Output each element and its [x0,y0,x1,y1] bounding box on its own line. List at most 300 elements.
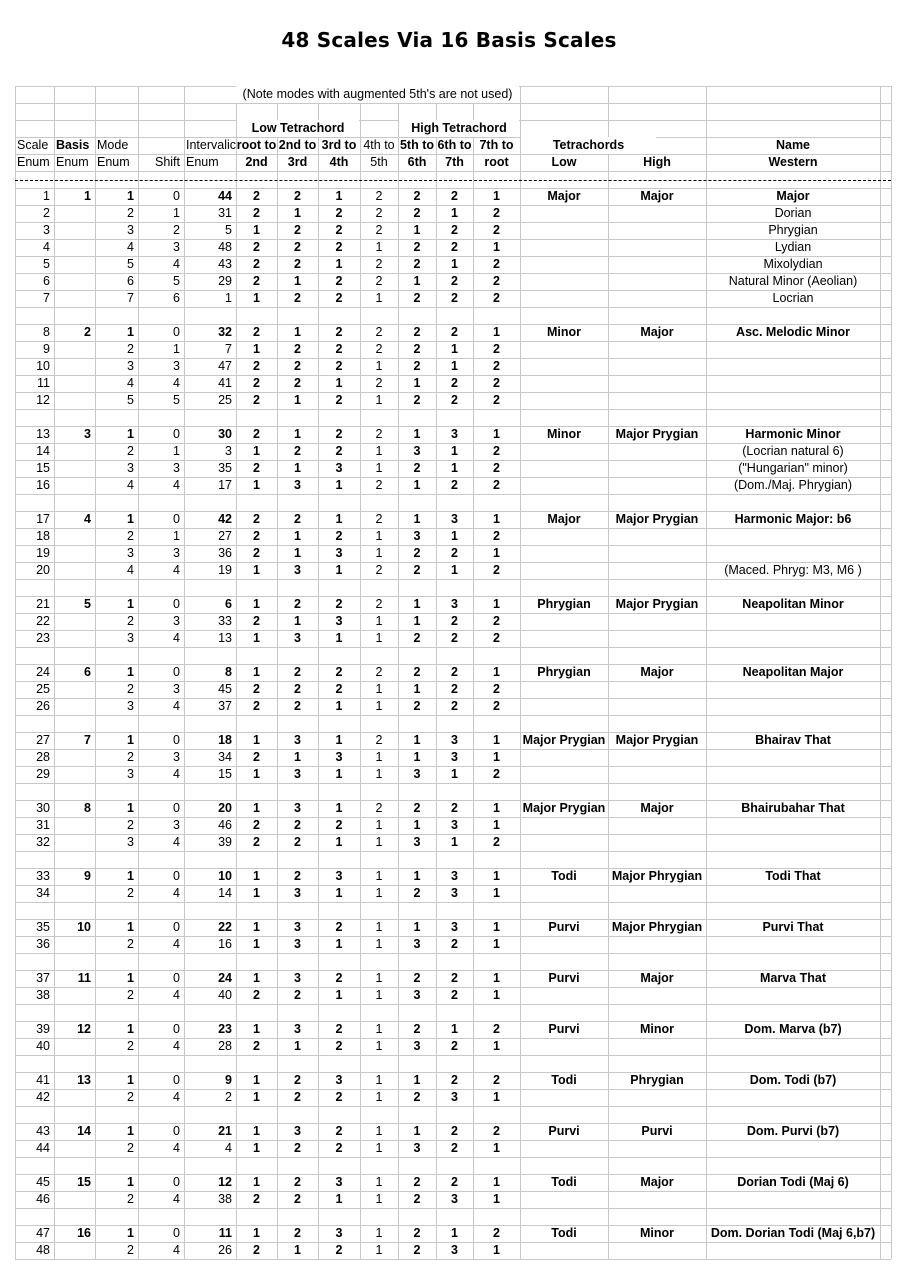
intervalic-enum: 29 [218,274,232,288]
shift: 4 [173,631,180,645]
intervalic-enum: 8 [225,665,232,679]
intervalic-enum: 30 [218,427,232,441]
interval-6: 1 [451,206,458,220]
interval-7: 2 [493,478,500,492]
grid-line [15,715,891,716]
basis-enum: 6 [84,665,91,679]
intervalic-enum: 28 [218,1039,232,1053]
interval-3: 2 [335,920,343,934]
interval-5: 2 [413,461,421,475]
shift: 4 [173,1039,180,1053]
interval-7: 1 [493,1192,500,1206]
interval-5: 3 [413,937,421,951]
mode-enum: 1 [127,1175,134,1189]
shift: 5 [173,393,180,407]
tetrachord-low: Minor [546,325,582,339]
scale-enum: 6 [43,274,50,288]
interval-4: 1 [375,971,383,985]
interval-3: 1 [335,699,343,713]
interval-1: 2 [253,988,260,1002]
interval-2: 3 [294,478,301,492]
interval-2: 2 [294,597,301,611]
scale-enum: 38 [36,988,50,1002]
mode-enum: 1 [127,1124,134,1138]
mode-enum: 2 [127,818,134,832]
grid-column-line [891,86,892,1259]
interval-2: 1 [294,461,301,475]
interval-3: 2 [335,818,343,832]
interval-6: 3 [451,869,458,883]
interval-1: 2 [253,274,260,288]
basis-enum: 10 [77,920,91,934]
interval-2: 3 [294,920,301,934]
interval-7: 2 [493,767,500,781]
intervalic-enum: 32 [218,325,232,339]
scale-enum: 10 [36,359,50,373]
shift: 3 [173,750,180,764]
mode-enum: 2 [127,1243,134,1257]
mode-enum: 2 [127,886,134,900]
interval-2: 3 [294,937,301,951]
western-name: Neapolitan Major [742,665,844,679]
intervalic-enum: 17 [218,478,232,492]
interval-1: 2 [253,240,260,254]
interval-4: 2 [375,512,383,526]
shift: 6 [173,291,180,305]
interval-1: 1 [253,1141,260,1155]
grid-line [15,579,891,580]
interval-5: 2 [413,206,421,220]
header-intervalic: Intervalic [186,138,237,152]
interval-7: 1 [493,427,500,441]
interval-6: 1 [451,257,458,271]
interval-5: 1 [413,682,421,696]
interval-7: 2 [493,206,500,220]
interval-5: 2 [413,189,421,203]
western-name: Dorian Todi (Maj 6) [737,1175,849,1189]
intervalic-enum: 48 [218,240,232,254]
header-scale-enum: Enum [17,155,50,169]
interval-1: 1 [253,444,260,458]
interval-4: 1 [375,1141,383,1155]
shift: 0 [173,1226,180,1240]
interval-3: 3 [335,1175,343,1189]
interval-2: 1 [294,393,301,407]
interval-4: 2 [375,665,383,679]
interval-3: 1 [335,988,343,1002]
interval-4: 1 [375,1039,383,1053]
basis-enum [54,1191,95,1208]
interval-1: 2 [253,325,260,339]
interval-6: 2 [451,189,458,203]
intervalic-enum: 9 [225,1073,232,1087]
mode-enum: 1 [127,325,134,339]
scale-enum: 5 [43,257,50,271]
intervalic-enum: 18 [218,733,232,747]
mode-enum: 1 [127,597,134,611]
basis-enum: 7 [84,733,91,747]
interval-3: 2 [335,1090,343,1104]
interval-5: 2 [413,665,421,679]
intervalic-enum: 39 [218,835,232,849]
scale-enum: 41 [36,1073,50,1087]
scale-enum: 39 [36,1022,50,1036]
interval-5: 2 [413,325,421,339]
scale-enum: 43 [36,1124,50,1138]
interval-6: 1 [451,1226,458,1240]
interval-5: 2 [413,801,421,815]
tetrachord-low: Todi [551,869,577,883]
mode-enum: 3 [127,699,134,713]
basis-enum [54,477,95,494]
interval-4: 2 [375,325,383,339]
intervalic-enum: 22 [218,920,232,934]
interval-6: 2 [451,478,458,492]
shift: 0 [173,1124,180,1138]
interval-2: 1 [294,1039,301,1053]
interval-5: 1 [413,274,421,288]
interval-6: 1 [451,563,458,577]
mode-enum: 3 [127,359,134,373]
basis-enum [54,1140,95,1157]
tetrachord-high: Major Prygian [615,427,699,441]
western-name: Bhairubahar That [741,801,845,815]
interval-6: 2 [451,240,458,254]
basis-enum [54,222,95,239]
interval-1: 1 [253,631,260,645]
header-interval-7: 3rd to [321,138,357,152]
western-name: Asc. Melodic Minor [736,325,850,339]
shift: 0 [173,427,180,441]
shift: 4 [173,563,180,577]
shift: 4 [173,767,180,781]
scale-enum: 28 [36,750,50,764]
header-degree-10: 7th [445,155,464,169]
scale-enum: 15 [36,461,50,475]
interval-1: 1 [253,801,260,815]
header-interval-8: 4th to [363,138,395,152]
scale-enum: 1 [43,189,50,203]
tetrachord-high: Major [640,665,674,679]
interval-1: 2 [253,206,260,220]
interval-6: 2 [451,937,458,951]
interval-3: 2 [335,682,343,696]
header-scale: Scale [17,138,49,152]
basis-enum [54,698,95,715]
interval-5: 2 [413,1022,421,1036]
interval-2: 1 [294,750,301,764]
western-name: Bhairav That [755,733,831,747]
basis-enum: 12 [77,1022,91,1036]
shift: 4 [173,886,180,900]
interval-2: 1 [294,325,301,339]
mode-enum: 6 [127,274,134,288]
shift: 0 [173,597,180,611]
interval-3: 2 [335,206,343,220]
shift: 0 [173,512,180,526]
interval-3: 1 [335,801,343,815]
interval-3: 2 [335,359,343,373]
mode-enum: 2 [127,1141,134,1155]
interval-3: 3 [335,1226,343,1240]
interval-1: 2 [253,189,260,203]
header-degree-5: 2nd [245,155,268,169]
interval-5: 2 [413,1226,421,1240]
interval-7: 2 [493,699,500,713]
interval-4: 1 [375,614,383,628]
interval-1: 2 [253,257,260,271]
shift: 2 [173,223,180,237]
grid-column-line [880,86,881,1259]
interval-1: 1 [253,1022,260,1036]
western-name: (Locrian natural 6) [742,444,844,458]
tetrachord-high: Major [640,1175,674,1189]
header-tetrachords: Tetrachords [521,137,656,154]
mode-enum: 1 [127,427,134,441]
interval-4: 1 [375,240,383,254]
interval-7: 2 [493,393,500,407]
shift: 0 [173,920,180,934]
interval-2: 1 [294,529,301,543]
shift: 0 [173,665,180,679]
interval-1: 1 [253,1073,260,1087]
interval-2: 2 [294,665,301,679]
interval-5: 2 [413,546,421,560]
tetrachord-high: Major [640,189,674,203]
interval-4: 1 [375,1243,383,1257]
mode-enum: 2 [127,444,134,458]
interval-4: 2 [375,342,383,356]
intervalic-enum: 31 [218,206,232,220]
interval-3: 2 [335,291,343,305]
interval-3: 1 [335,937,343,951]
western-name: Dom. Dorian Todi (Maj 6,b7) [710,1226,876,1240]
shift: 0 [173,869,180,883]
interval-3: 1 [335,512,343,526]
grid-line [15,103,891,104]
interval-2: 2 [294,376,301,390]
interval-3: 3 [335,614,343,628]
intervalic-enum: 6 [225,597,232,611]
header-name: Name [775,138,811,152]
tetrachord-high: Minor [639,1022,675,1036]
interval-3: 2 [335,1243,343,1257]
basis-enum [54,1242,95,1259]
interval-4: 1 [375,937,383,951]
scale-enum: 4 [43,240,50,254]
grid-line [15,783,891,784]
basis-enum: 11 [77,971,91,985]
interval-2: 3 [294,1124,301,1138]
interval-2: 1 [294,1243,301,1257]
interval-7: 2 [493,631,500,645]
interval-7: 1 [493,886,500,900]
interval-6: 2 [451,1124,458,1138]
western-name: Todi That [765,869,821,883]
basis-enum [54,817,95,834]
scale-enum: 17 [36,512,50,526]
interval-7: 1 [493,665,500,679]
interval-6: 3 [451,1243,458,1257]
interval-4: 2 [375,223,383,237]
grid-line [15,494,891,495]
interval-3: 3 [335,869,343,883]
grid-line [15,902,891,903]
shift: 3 [173,461,180,475]
interval-5: 2 [413,291,421,305]
interval-6: 2 [451,274,458,288]
scale-enum: 19 [36,546,50,560]
western-name: Mixolydian [763,257,823,271]
interval-1: 1 [253,1226,260,1240]
mode-enum: 1 [127,920,134,934]
mode-enum: 4 [127,563,134,577]
mode-enum: 2 [127,614,134,628]
shift: 4 [173,1192,180,1206]
interval-3: 3 [335,1073,343,1087]
tetrachord-low: Todi [551,1175,577,1189]
shift: 5 [173,274,180,288]
interval-1: 2 [253,376,260,390]
interval-4: 2 [375,478,383,492]
basis-enum [54,290,95,307]
scale-enum: 30 [36,801,50,815]
scale-enum: 33 [36,869,50,883]
shift: 4 [173,376,180,390]
interval-6: 2 [451,291,458,305]
interval-6: 1 [451,767,458,781]
scale-enum: 22 [36,614,50,628]
shift: 0 [173,1175,180,1189]
interval-4: 1 [375,1022,383,1036]
interval-6: 3 [451,886,458,900]
intervalic-enum: 2 [225,1090,232,1104]
mode-enum: 1 [127,1226,134,1240]
interval-3: 2 [335,529,343,543]
shift: 4 [173,835,180,849]
interval-6: 3 [451,427,458,441]
western-name: Purvi That [762,920,824,934]
interval-3: 1 [335,563,343,577]
mode-enum: 1 [127,512,134,526]
interval-2: 2 [294,1090,301,1104]
interval-5: 1 [413,869,421,883]
scale-enum: 45 [36,1175,50,1189]
tetrachord-low: Phrygian [537,665,591,679]
interval-1: 2 [253,614,260,628]
interval-7: 1 [493,937,500,951]
interval-7: 1 [493,1175,500,1189]
tetrachord-high: Major Phrygian [611,869,703,883]
basis-enum [54,256,95,273]
interval-2: 1 [294,206,301,220]
high-tetrachord-header: High Tetrachord [399,120,519,137]
mode-enum: 3 [127,546,134,560]
basis-enum: 2 [84,325,91,339]
intervalic-enum: 5 [225,223,232,237]
intervalic-enum: 3 [225,444,232,458]
grid-line [15,1208,891,1209]
intervalic-enum: 13 [218,631,232,645]
interval-4: 1 [375,1175,383,1189]
low-tetrachord-header: Low Tetrachord [237,120,359,137]
basis-enum [54,681,95,698]
scale-enum: 14 [36,444,50,458]
interval-5: 1 [413,1124,421,1138]
interval-6: 1 [451,444,458,458]
interval-1: 2 [253,1243,260,1257]
interval-4: 1 [375,818,383,832]
interval-4: 2 [375,274,383,288]
interval-5: 1 [413,920,421,934]
mode-enum: 2 [127,988,134,1002]
tetrachord-high: Phrygian [630,1073,684,1087]
mode-enum: 1 [127,971,134,985]
tetrachord-low: Todi [551,1226,577,1240]
interval-1: 2 [253,359,260,373]
interval-5: 1 [413,512,421,526]
interval-1: 1 [253,291,260,305]
interval-6: 2 [451,614,458,628]
interval-2: 2 [294,1175,301,1189]
basis-enum [54,834,95,851]
shift: 0 [173,325,180,339]
scale-enum: 40 [36,1039,50,1053]
western-name: Harmonic Major: b6 [734,512,852,526]
interval-7: 1 [493,818,500,832]
basis-enum: 3 [84,427,91,441]
interval-7: 2 [493,1226,500,1240]
grid-line [15,647,891,648]
interval-2: 2 [294,189,301,203]
mode-enum: 3 [127,461,134,475]
grid-line [15,851,891,852]
interval-7: 1 [493,240,500,254]
interval-4: 1 [375,767,383,781]
header-degree-9: 6th [407,155,427,169]
interval-4: 1 [375,631,383,645]
interval-6: 3 [451,1090,458,1104]
interval-5: 3 [413,988,421,1002]
interval-5: 2 [413,240,421,254]
interval-5: 2 [413,971,421,985]
shift: 4 [173,1243,180,1257]
tetrachord-high: Major [640,971,674,985]
interval-6: 1 [451,342,458,356]
scale-enum: 18 [36,529,50,543]
interval-7: 2 [493,529,500,543]
interval-2: 3 [294,886,301,900]
interval-5: 2 [413,699,421,713]
basis-enum: 15 [77,1175,91,1189]
interval-7: 1 [493,1243,500,1257]
intervalic-enum: 14 [218,886,232,900]
scale-enum: 48 [36,1243,50,1257]
interval-1: 1 [253,597,260,611]
mode-enum: 3 [127,223,134,237]
mode-enum: 4 [127,240,134,254]
interval-5: 2 [413,886,421,900]
tetrachord-high: Major Prygian [615,733,699,747]
interval-6: 2 [451,1073,458,1087]
interval-2: 2 [294,1141,301,1155]
interval-2: 3 [294,767,301,781]
shift: 4 [173,1141,180,1155]
intervalic-enum: 47 [218,359,232,373]
interval-4: 2 [375,257,383,271]
intervalic-enum: 46 [218,818,232,832]
shift: 0 [173,1022,180,1036]
